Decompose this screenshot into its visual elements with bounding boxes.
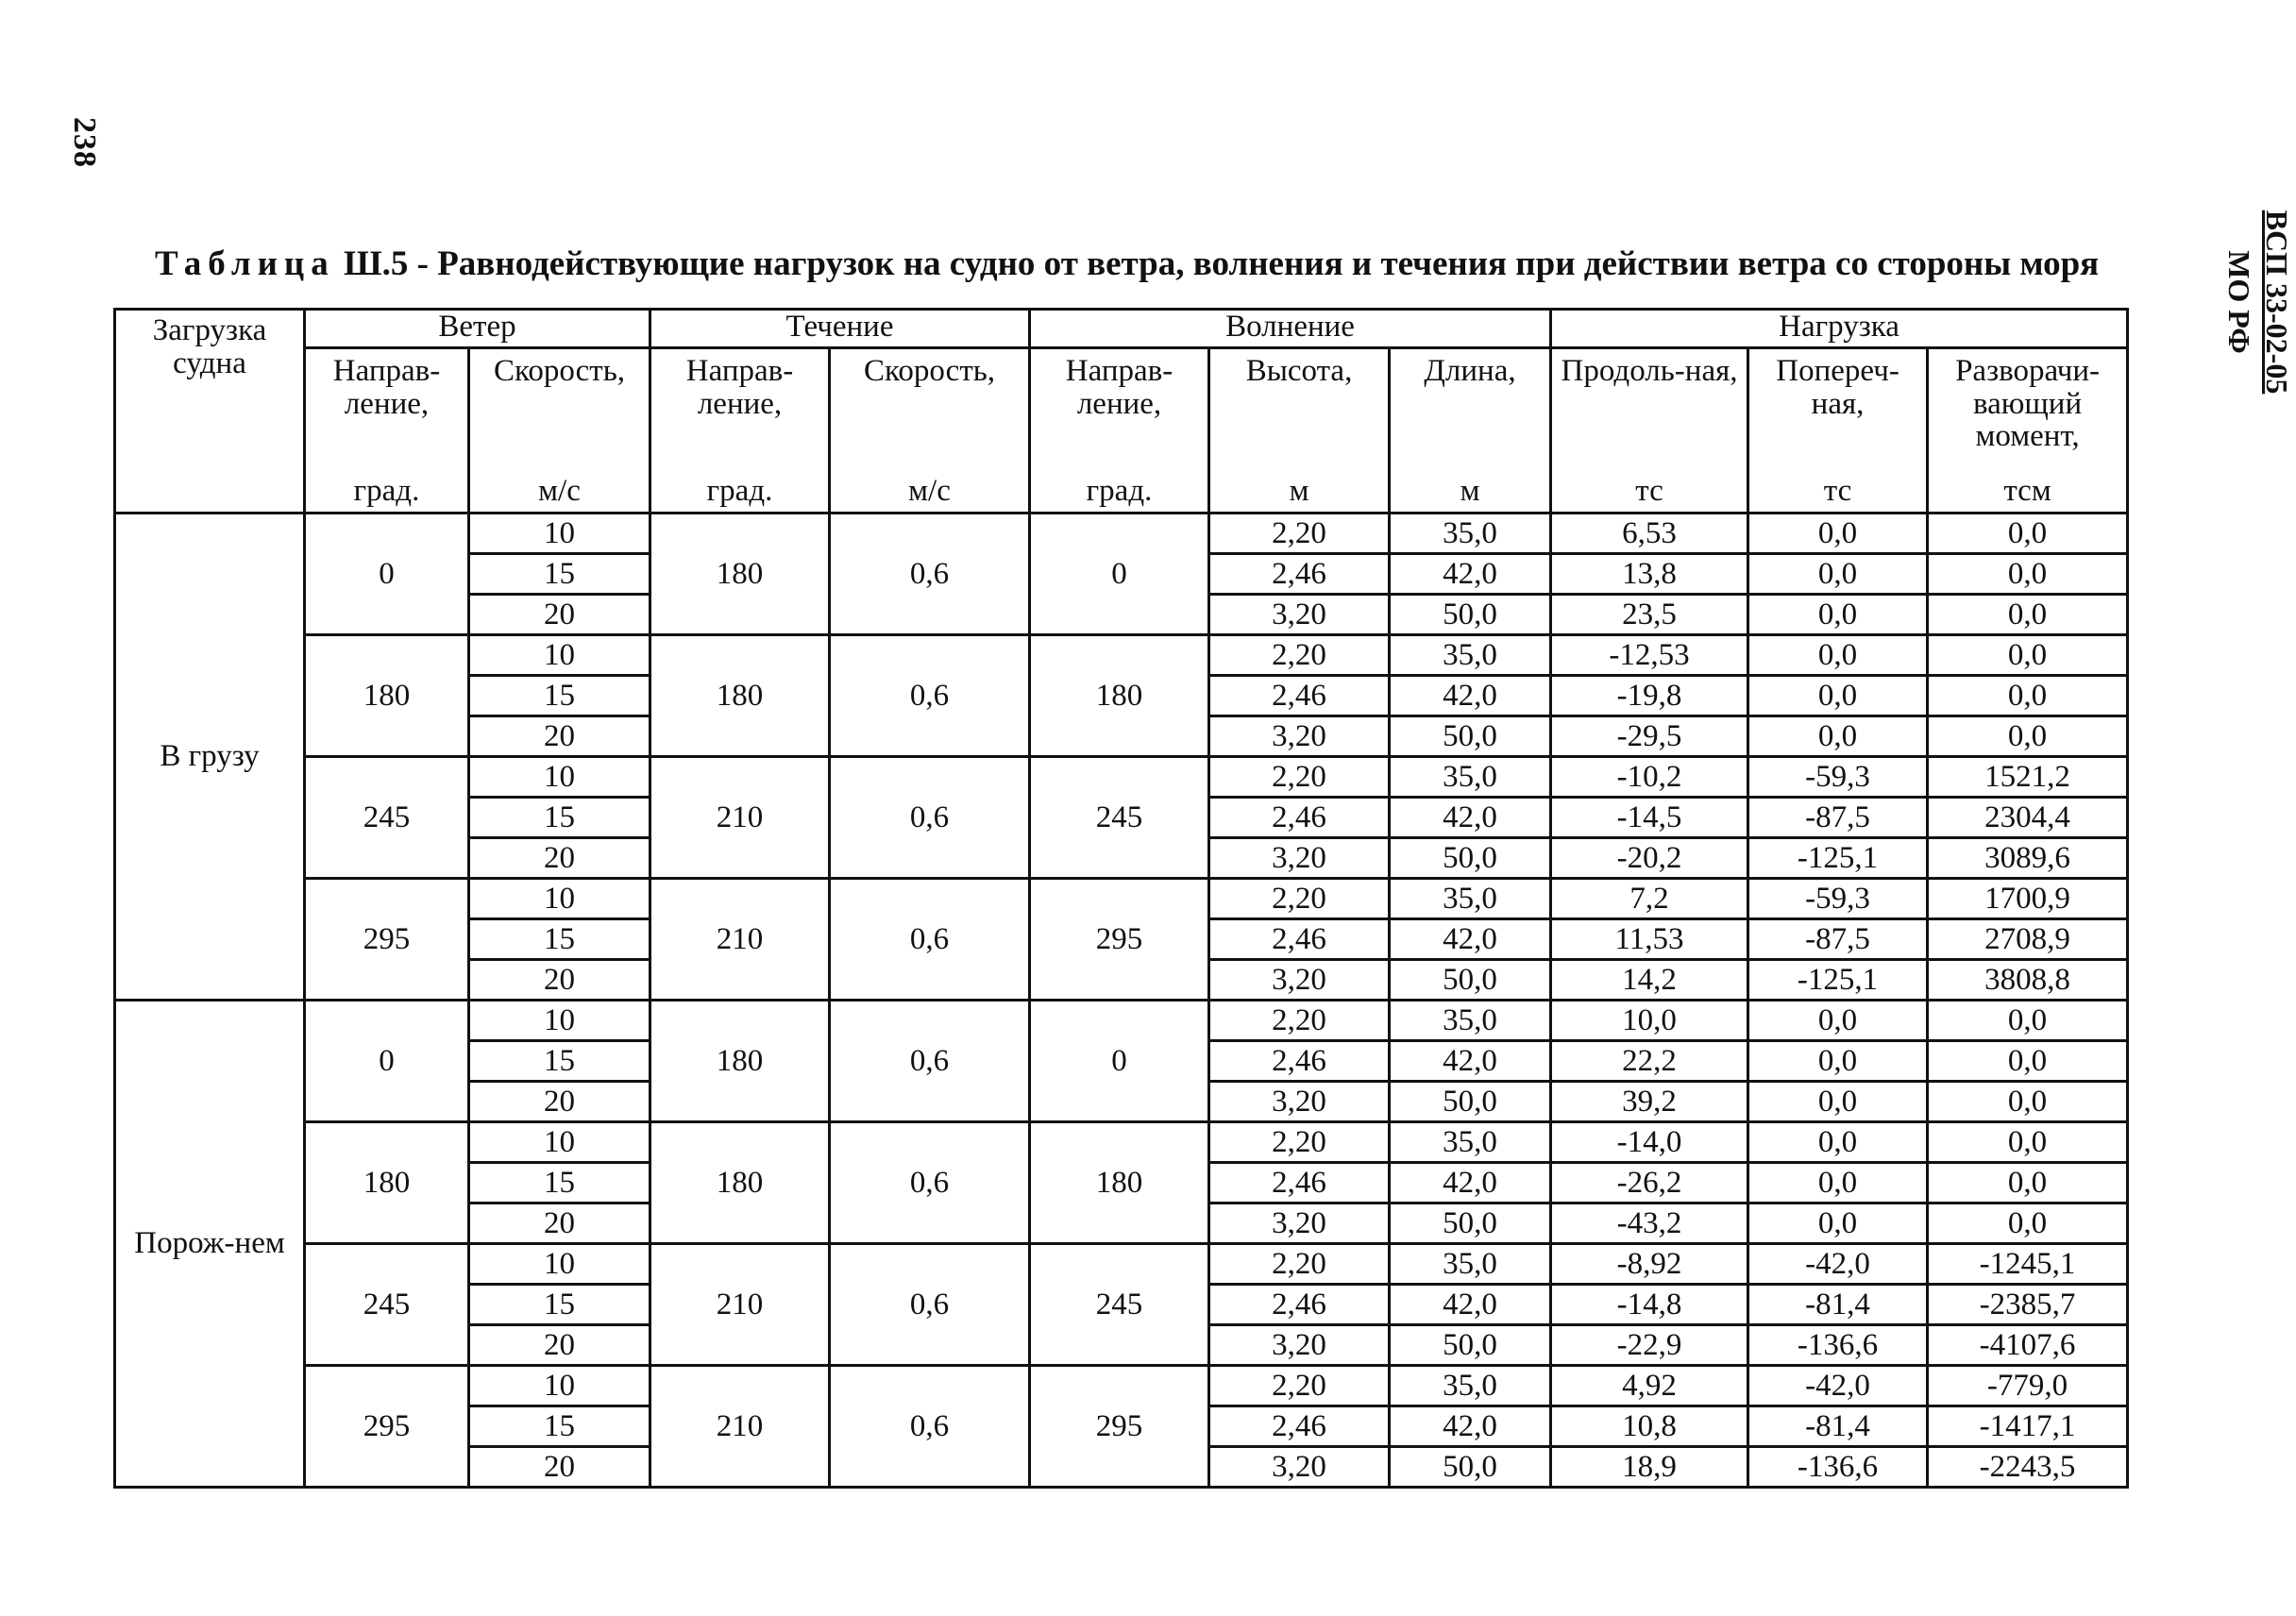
wave-length-cell: 42,0	[1390, 1163, 1551, 1204]
wind-speed-cell: 10	[469, 635, 650, 676]
transverse-force-cell: 0,0	[1748, 513, 1928, 554]
current-direction-cell: 180	[650, 1122, 830, 1244]
wave-height-cell: 2,20	[1209, 757, 1390, 798]
longitudinal-force-cell: -14,0	[1551, 1122, 1748, 1163]
turning-moment-cell: 0,0	[1928, 1001, 2128, 1041]
column-header	[1928, 348, 2128, 513]
turning-moment-cell: 0,0	[1928, 1082, 2128, 1122]
wind-speed-cell: 20	[469, 595, 650, 635]
wave-length-cell: 42,0	[1390, 798, 1551, 838]
wave-length-cell: 50,0	[1390, 716, 1551, 757]
transverse-force-cell: -59,3	[1748, 757, 1928, 798]
wave-height-cell: 2,46	[1209, 676, 1390, 716]
header-current: Течение	[650, 310, 1030, 348]
column-header-label: Продоль-ная,	[1561, 354, 1738, 388]
wave-height-cell: 2,46	[1209, 1406, 1390, 1447]
wind-speed-cell: 10	[469, 1001, 650, 1041]
wind-speed-cell: 10	[469, 1244, 650, 1285]
longitudinal-force-cell: 11,53	[1551, 919, 1748, 960]
transverse-force-cell: 0,0	[1748, 1082, 1928, 1122]
transverse-force-cell: -87,5	[1748, 798, 1928, 838]
wave-height-cell: 3,20	[1209, 960, 1390, 1001]
wind-direction-cell: 0	[305, 1001, 469, 1122]
wave-length-cell: 42,0	[1390, 1041, 1551, 1082]
wind-speed-cell: 10	[469, 1366, 650, 1406]
column-header-unit: м/с	[538, 474, 581, 509]
document-code-line2: МО РФ	[2222, 250, 2256, 354]
column-header-unit: м/с	[908, 474, 951, 509]
header-force: Нагрузка	[1551, 310, 2128, 348]
wave-direction-cell: 180	[1030, 1122, 1209, 1244]
wave-length-cell: 50,0	[1390, 1082, 1551, 1122]
column-header	[650, 348, 830, 513]
turning-moment-cell: 0,0	[1928, 635, 2128, 676]
current-speed-cell: 0,6	[830, 513, 1030, 635]
table-row	[115, 1366, 2128, 1406]
column-header-label: Направ-ление,	[332, 354, 441, 421]
table-row	[115, 1244, 2128, 1285]
longitudinal-force-cell: 39,2	[1551, 1082, 1748, 1122]
transverse-force-cell: -42,0	[1748, 1366, 1928, 1406]
table-row	[115, 1122, 2128, 1163]
wave-length-cell: 42,0	[1390, 676, 1551, 716]
wave-height-cell: 3,20	[1209, 1325, 1390, 1366]
wind-speed-cell: 20	[469, 960, 650, 1001]
longitudinal-force-cell: 22,2	[1551, 1041, 1748, 1082]
column-header-label: Попереч-ная,	[1776, 354, 1899, 421]
wind-speed-cell: 15	[469, 1163, 650, 1204]
wave-length-cell: 35,0	[1390, 1122, 1551, 1163]
turning-moment-cell: -2385,7	[1928, 1285, 2128, 1325]
wave-height-cell: 3,20	[1209, 1082, 1390, 1122]
wind-direction-cell: 295	[305, 879, 469, 1001]
wave-length-cell: 50,0	[1390, 1447, 1551, 1488]
table-caption-number: Ш.5 -	[343, 244, 429, 283]
current-speed-cell: 0,6	[830, 879, 1030, 1001]
table-row	[115, 1001, 2128, 1041]
wave-length-cell: 42,0	[1390, 1406, 1551, 1447]
load-condition-cell: В грузу	[115, 513, 305, 1001]
transverse-force-cell: 0,0	[1748, 1122, 1928, 1163]
longitudinal-force-cell: -19,8	[1551, 676, 1748, 716]
wave-length-cell: 42,0	[1390, 554, 1551, 595]
transverse-force-cell: 0,0	[1748, 595, 1928, 635]
longitudinal-force-cell: 23,5	[1551, 595, 1748, 635]
turning-moment-cell: 0,0	[1928, 595, 2128, 635]
transverse-force-cell: -81,4	[1748, 1406, 1928, 1447]
turning-moment-cell: 1700,9	[1928, 879, 2128, 919]
longitudinal-force-cell: -10,2	[1551, 757, 1748, 798]
transverse-force-cell: 0,0	[1748, 1001, 1928, 1041]
column-header	[1390, 348, 1551, 513]
wave-length-cell: 35,0	[1390, 1001, 1551, 1041]
longitudinal-force-cell: 14,2	[1551, 960, 1748, 1001]
wind-direction-cell: 180	[305, 1122, 469, 1244]
current-direction-cell: 210	[650, 879, 830, 1001]
wave-height-cell: 2,20	[1209, 1244, 1390, 1285]
wave-length-cell: 50,0	[1390, 960, 1551, 1001]
wind-speed-cell: 10	[469, 757, 650, 798]
wave-direction-cell: 0	[1030, 513, 1209, 635]
current-speed-cell: 0,6	[830, 1244, 1030, 1366]
turning-moment-cell: 0,0	[1928, 513, 2128, 554]
wind-speed-cell: 10	[469, 879, 650, 919]
turning-moment-cell: 0,0	[1928, 1204, 2128, 1244]
wind-speed-cell: 20	[469, 838, 650, 879]
transverse-force-cell: 0,0	[1748, 1163, 1928, 1204]
transverse-force-cell: -125,1	[1748, 960, 1928, 1001]
wind-speed-cell: 20	[469, 1325, 650, 1366]
column-header	[1030, 348, 1209, 513]
document-code	[2220, 151, 2296, 453]
turning-moment-cell: 3089,6	[1928, 838, 2128, 879]
table-row	[115, 757, 2128, 798]
turning-moment-cell: -2243,5	[1928, 1447, 2128, 1488]
transverse-force-cell: -42,0	[1748, 1244, 1928, 1285]
column-header-unit: тс	[1635, 474, 1663, 509]
transverse-force-cell: 0,0	[1748, 635, 1928, 676]
wind-direction-cell: 245	[305, 1244, 469, 1366]
wind-direction-cell: 295	[305, 1366, 469, 1488]
wave-length-cell: 35,0	[1390, 1366, 1551, 1406]
wave-height-cell: 2,20	[1209, 635, 1390, 676]
wave-length-cell: 50,0	[1390, 1204, 1551, 1244]
wave-direction-cell: 245	[1030, 757, 1209, 879]
transverse-force-cell: 0,0	[1748, 554, 1928, 595]
longitudinal-force-cell: 7,2	[1551, 879, 1748, 919]
wind-speed-cell: 15	[469, 919, 650, 960]
load-condition-cell: Порож-нем	[115, 1001, 305, 1488]
transverse-force-cell: -125,1	[1748, 838, 1928, 879]
column-header	[305, 348, 469, 513]
longitudinal-force-cell: 6,53	[1551, 513, 1748, 554]
wind-speed-cell: 15	[469, 1285, 650, 1325]
turning-moment-cell: 0,0	[1928, 1041, 2128, 1082]
wave-height-cell: 3,20	[1209, 595, 1390, 635]
column-header	[830, 348, 1030, 513]
current-speed-cell: 0,6	[830, 1366, 1030, 1488]
longitudinal-force-cell: -12,53	[1551, 635, 1748, 676]
current-speed-cell: 0,6	[830, 1001, 1030, 1122]
column-header	[1551, 348, 1748, 513]
transverse-force-cell: -87,5	[1748, 919, 1928, 960]
wave-length-cell: 50,0	[1390, 838, 1551, 879]
turning-moment-cell: 0,0	[1928, 554, 2128, 595]
longitudinal-force-cell: 13,8	[1551, 554, 1748, 595]
current-speed-cell: 0,6	[830, 635, 1030, 757]
longitudinal-force-cell: -8,92	[1551, 1244, 1748, 1285]
current-direction-cell: 210	[650, 1366, 830, 1488]
column-header-unit: тсм	[2003, 474, 2051, 509]
wind-speed-cell: 15	[469, 554, 650, 595]
transverse-force-cell: -59,3	[1748, 879, 1928, 919]
wave-length-cell: 50,0	[1390, 1325, 1551, 1366]
wind-speed-cell: 15	[469, 1406, 650, 1447]
wave-height-cell: 3,20	[1209, 1204, 1390, 1244]
column-header	[1209, 348, 1390, 513]
page-number: 238	[67, 117, 102, 168]
turning-moment-cell: 2708,9	[1928, 919, 2128, 960]
turning-moment-cell: -779,0	[1928, 1366, 2128, 1406]
transverse-force-cell: 0,0	[1748, 1204, 1928, 1244]
longitudinal-force-cell: -29,5	[1551, 716, 1748, 757]
wave-height-cell: 3,20	[1209, 716, 1390, 757]
wind-direction-cell: 245	[305, 757, 469, 879]
transverse-force-cell: 0,0	[1748, 716, 1928, 757]
current-direction-cell: 180	[650, 1001, 830, 1122]
wind-speed-cell: 20	[469, 1204, 650, 1244]
longitudinal-force-cell: -14,5	[1551, 798, 1748, 838]
wind-speed-cell: 20	[469, 1447, 650, 1488]
wave-height-cell: 2,20	[1209, 1366, 1390, 1406]
wave-height-cell: 2,46	[1209, 554, 1390, 595]
table-row	[115, 635, 2128, 676]
wave-height-cell: 2,20	[1209, 1122, 1390, 1163]
current-direction-cell: 180	[650, 635, 830, 757]
column-header-label: Скорость,	[863, 354, 996, 388]
wind-speed-cell: 15	[469, 1041, 650, 1082]
longitudinal-force-cell: -20,2	[1551, 838, 1748, 879]
longitudinal-force-cell: 10,8	[1551, 1406, 1748, 1447]
turning-moment-cell: -1245,1	[1928, 1244, 2128, 1285]
wave-height-cell: 2,20	[1209, 513, 1390, 554]
table-caption-label: Таблица	[155, 244, 335, 283]
longitudinal-force-cell: 10,0	[1551, 1001, 1748, 1041]
loads-table	[113, 308, 2129, 1489]
wave-length-cell: 50,0	[1390, 595, 1551, 635]
longitudinal-force-cell: -43,2	[1551, 1204, 1748, 1244]
column-header-unit: м	[1289, 474, 1309, 509]
column-header	[469, 348, 650, 513]
wave-height-cell: 2,46	[1209, 1041, 1390, 1082]
header-waves: Волнение	[1030, 310, 1551, 348]
wind-speed-cell: 15	[469, 676, 650, 716]
column-header	[1748, 348, 1928, 513]
table-caption	[155, 244, 2119, 284]
table-row	[115, 879, 2128, 919]
wind-speed-cell: 10	[469, 513, 650, 554]
turning-moment-cell: 2304,4	[1928, 798, 2128, 838]
wave-length-cell: 42,0	[1390, 919, 1551, 960]
wave-length-cell: 35,0	[1390, 1244, 1551, 1285]
column-header-unit: м	[1460, 474, 1480, 509]
column-header-label: Разворачи-вающий момент,	[1955, 354, 2101, 454]
column-header-label: Направ-ление,	[1065, 354, 1173, 421]
turning-moment-cell: 3808,8	[1928, 960, 2128, 1001]
turning-moment-cell: 0,0	[1928, 1163, 2128, 1204]
wave-length-cell: 42,0	[1390, 1285, 1551, 1325]
transverse-force-cell: -136,6	[1748, 1447, 1928, 1488]
wave-direction-cell: 295	[1030, 879, 1209, 1001]
header-wind: Ветер	[305, 310, 650, 348]
column-header-label: Скорость,	[493, 354, 626, 388]
wind-direction-cell: 180	[305, 635, 469, 757]
wave-length-cell: 35,0	[1390, 513, 1551, 554]
column-header-unit: тс	[1823, 474, 1852, 509]
turning-moment-cell: 0,0	[1928, 716, 2128, 757]
current-direction-cell: 210	[650, 757, 830, 879]
wind-speed-cell: 20	[469, 1082, 650, 1122]
wave-height-cell: 2,46	[1209, 1285, 1390, 1325]
wave-height-cell: 3,20	[1209, 1447, 1390, 1488]
transverse-force-cell: -136,6	[1748, 1325, 1928, 1366]
wave-direction-cell: 0	[1030, 1001, 1209, 1122]
transverse-force-cell: -81,4	[1748, 1285, 1928, 1325]
wind-speed-cell: 15	[469, 798, 650, 838]
current-direction-cell: 180	[650, 513, 830, 635]
current-speed-cell: 0,6	[830, 1122, 1030, 1244]
longitudinal-force-cell: -22,9	[1551, 1325, 1748, 1366]
header-load: Загрузка судна	[115, 310, 305, 513]
column-header-unit: град.	[1086, 474, 1153, 509]
wave-length-cell: 35,0	[1390, 635, 1551, 676]
wind-speed-cell: 10	[469, 1122, 650, 1163]
table-caption-text: Равнодействующие нагрузок на судно от ветра, волнения и течения при действии ветра со стороны моря	[437, 244, 2100, 283]
turning-moment-cell: 1521,2	[1928, 757, 2128, 798]
column-header-label: Направ-ление,	[685, 354, 794, 421]
column-header-label: Высота,	[1245, 354, 1353, 388]
turning-moment-cell: -4107,6	[1928, 1325, 2128, 1366]
turning-moment-cell: 0,0	[1928, 1122, 2128, 1163]
column-header-unit: град.	[706, 474, 773, 509]
column-header-unit: град.	[353, 474, 420, 509]
wave-direction-cell: 245	[1030, 1244, 1209, 1366]
wave-height-cell: 2,20	[1209, 1001, 1390, 1041]
column-header-label: Длина,	[1424, 354, 1516, 388]
document-code-line1: ВСП 33-02-05	[2260, 210, 2294, 395]
table-row	[115, 513, 2128, 554]
wave-height-cell: 3,20	[1209, 838, 1390, 879]
wave-direction-cell: 180	[1030, 635, 1209, 757]
longitudinal-force-cell: -26,2	[1551, 1163, 1748, 1204]
current-direction-cell: 210	[650, 1244, 830, 1366]
wave-length-cell: 35,0	[1390, 879, 1551, 919]
wave-height-cell: 2,46	[1209, 1163, 1390, 1204]
transverse-force-cell: 0,0	[1748, 1041, 1928, 1082]
wave-direction-cell: 295	[1030, 1366, 1209, 1488]
wind-direction-cell: 0	[305, 513, 469, 635]
wave-length-cell: 35,0	[1390, 757, 1551, 798]
transverse-force-cell: 0,0	[1748, 676, 1928, 716]
wave-height-cell: 2,46	[1209, 798, 1390, 838]
longitudinal-force-cell: -14,8	[1551, 1285, 1748, 1325]
longitudinal-force-cell: 18,9	[1551, 1447, 1748, 1488]
turning-moment-cell: 0,0	[1928, 676, 2128, 716]
wave-height-cell: 2,20	[1209, 879, 1390, 919]
turning-moment-cell: -1417,1	[1928, 1406, 2128, 1447]
longitudinal-force-cell: 4,92	[1551, 1366, 1748, 1406]
wind-speed-cell: 20	[469, 716, 650, 757]
current-speed-cell: 0,6	[830, 757, 1030, 879]
wave-height-cell: 2,46	[1209, 919, 1390, 960]
